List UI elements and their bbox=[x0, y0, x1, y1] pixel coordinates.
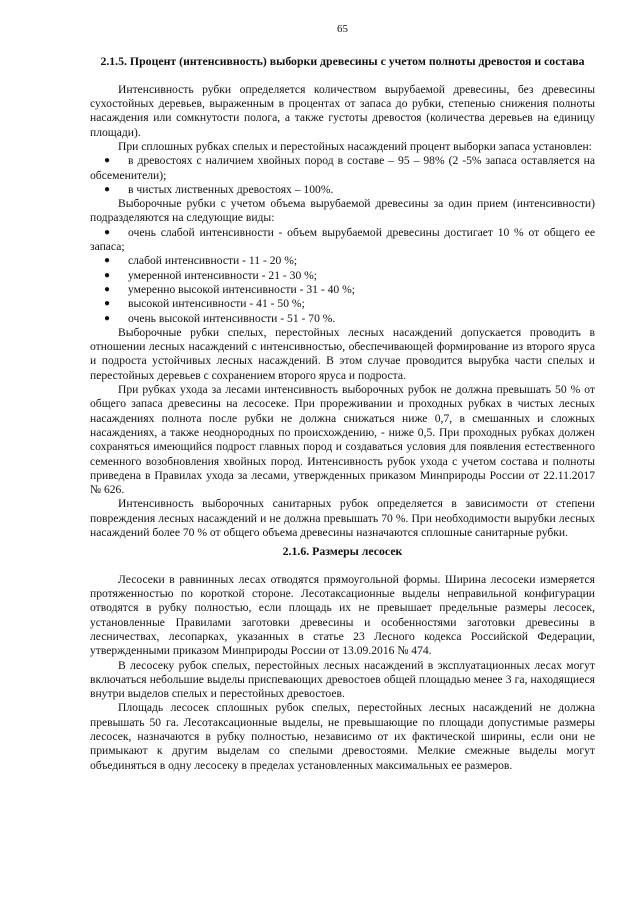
bullet-icon: ● bbox=[104, 269, 111, 281]
list-item: ● умеренно высокой интенсивности - 31 - 40 %; bbox=[104, 282, 355, 296]
bullet-list-clear-cut bbox=[90, 154, 595, 197]
bullet-icon: ● bbox=[104, 255, 111, 267]
list-item: ● в чистых лиственных древостоях – 100%. bbox=[104, 182, 334, 196]
bullet-list-intensity bbox=[90, 226, 595, 326]
list-item: ● очень высокой интенсивности - 51 - 70 %. bbox=[104, 311, 336, 325]
section-heading-2-1-6: 2.1.6. Размеры лесосек bbox=[282, 544, 403, 559]
bullet-icon: ● bbox=[104, 155, 111, 167]
list-item: ● в древостоях с наличием хвойных пород в составе – 95 – 98% (2 -5% запаса оставляется на обсеменители); bbox=[90, 154, 595, 182]
list-item: ● слабой интенсивности - 11 - 20 %; bbox=[104, 254, 298, 268]
list-item: ● очень слабой интенсивности - объем вырубаемой древесины достигает 10 % от общего ее запаса; bbox=[90, 225, 595, 254]
bullet-icon: ● bbox=[104, 298, 111, 310]
paragraph: Выборочные рубки с учетом объема вырубаемой древесины за один прием (интенсивности) подразделяются на следующие виды: bbox=[90, 197, 595, 225]
paragraph: При рубках ухода за лесами интенсивность выборочных рубок не должна превышать 50 % от общего запаса древесины на лесосеке. При прореживании и проходных рубках в чистых лесных насаждениях полнота после рубки не должна снижаться ниже 0,7, в смешанных и сложных насаждениях, а также неоднородных по происхождению, - ниже 0,5. При проходных рубках должен сохраняться имеющийся подрост главных пород и создаваться условия для появления естественного семенного возобновления хвойных пород. Интенсивность рубок ухода с учетом состава и полноты приведена в Правилах ухода за лесами, утвержденных приказом Минприроды России от 22.11.2017 № 626. bbox=[90, 383, 595, 497]
page-number: 65 bbox=[337, 23, 348, 35]
paragraph: Выборочные рубки спелых, перестойных лесных насаждений допускается проводить в отношении лесных насаждений с интенсивностью, обеспечивающей формирование из второго яруса и подроста устойчивых лесных насаждений. В этом случае проводится вырубка части спелых и перестойных деревьев с сохранением второго яруса и подроста. bbox=[90, 325, 595, 382]
paragraph: Интенсивность выборочных санитарных рубок определяется в зависимости от степени повреждения лесных насаждений и не должна превышать 70 %. При необходимости вырубки лесных насаждений более 70 % от общего объема древесины назначаются сплошные санитарные рубки. bbox=[90, 497, 595, 539]
section-heading-2-1-5: 2.1.5. Процент (интенсивность) выборки древесины с учетом полноты древостоя и состава bbox=[100, 54, 585, 69]
bullet-icon: ● bbox=[104, 283, 111, 295]
paragraph: Лесосеки в равнинных лесах отводятся прямоугольной формы. Ширина лесосеки измеряется протяженностью по короткой стороне. Лесотаксационные выделы неправильной конфигурации отводятся в рубку полностью, если площадь их не превышает предельные размеры лесосек, установленные Правилами заготовки древесины и особенностями заготовки древесины в лесничествах, лесопарках, указанных в статье 23 Лесного кодекса Российской Федерации, утвержденными приказом Минприроды России от 13.09.2016 № 474. bbox=[90, 572, 595, 658]
paragraph: В лесосеку рубок спелых, перестойных лесных насаждений в эксплуатационных лесах могут включаться небольшие выделы приспевающих древостоев общей площадью менее 3 га, находящиеся внутри выделов спелых и перестойных древостоев. bbox=[90, 658, 595, 701]
paragraph: При сплошных рубках спелых и перестойных насаждений процент выборки запаса установлен: bbox=[118, 139, 592, 153]
paragraph: Площадь лесосек сплошных рубок спелых, перестойных лесных насаждений не должна превышать 50 га. Лесотаксационные выделы, не превышающие по площади допустимые размеры лесосек, назначаются в рубку полностью, независимо от их фактической ширины, если они не примыкают к другим выделам со спелыми древостоями. Мелкие смежные выделы могут объединяться в одну лесосеку в пределах установленных максимальных ее размеров. bbox=[90, 701, 595, 772]
document-page bbox=[90, 22, 595, 773]
list-item: ● умеренной интенсивности - 21 - 30 %; bbox=[104, 268, 318, 282]
bullet-icon: ● bbox=[104, 183, 111, 195]
bullet-icon: ● bbox=[104, 312, 111, 324]
list-item: ● высокой интенсивности - 41 - 50 %; bbox=[104, 297, 305, 311]
paragraph: Интенсивность рубки определяется количеством вырубаемой древесины, без древесины сухостойных деревьев, выраженным в процентах от запаса до рубки, степенью снижения полноты насаждения или сомкнутости полога, а также густоты древостоя (количества деревьев на единицу площади). bbox=[90, 82, 595, 139]
bullet-icon: ● bbox=[104, 226, 111, 238]
